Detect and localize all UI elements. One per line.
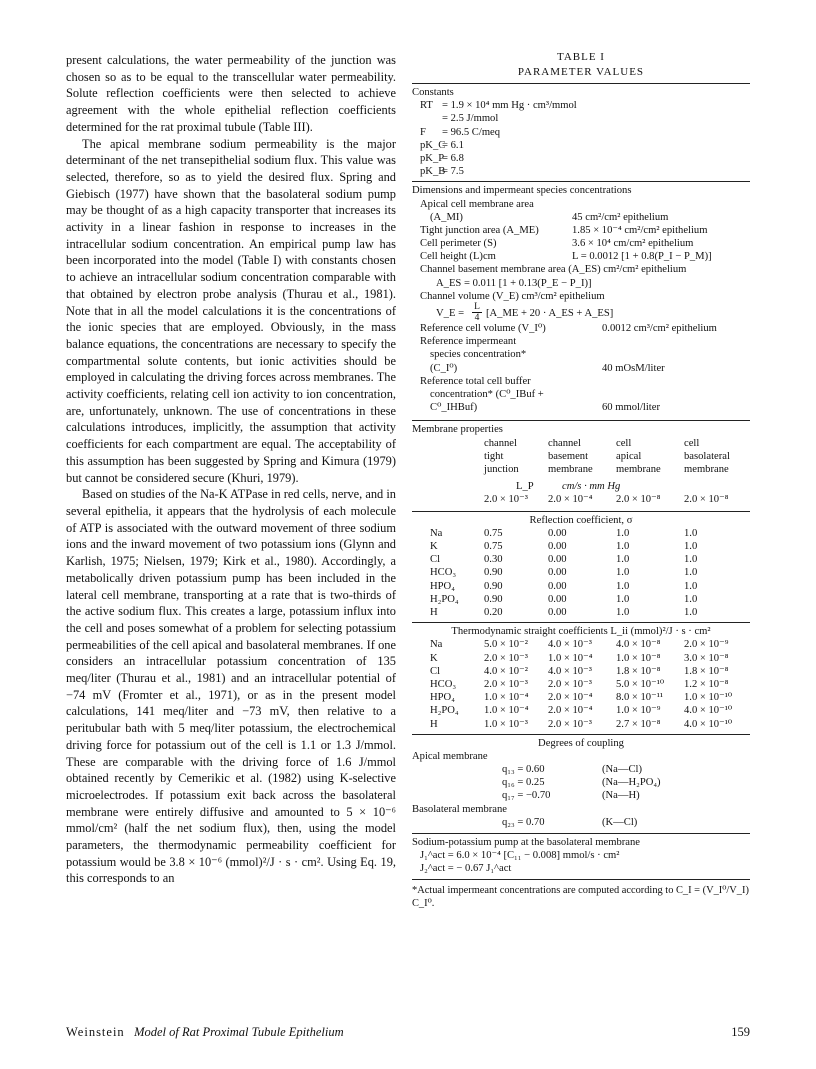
apical-heading: Apical membrane: [412, 750, 488, 762]
table-cell: 1.0: [616, 540, 630, 552]
basement-label: Channel basement membrane area (A_ES) cm²/cm² epithelium: [420, 264, 687, 276]
table-cell: 1.0: [616, 580, 630, 592]
table-cell: 1.0 × 10⁻³: [484, 718, 528, 730]
section-rule: [412, 622, 750, 623]
thermodynamic-row: [412, 678, 750, 691]
table-cell: 4.0 × 10⁻²: [484, 665, 528, 677]
reflection-row: [412, 606, 750, 619]
table-cell: 4.0 × 10⁻³: [548, 665, 592, 677]
table-cell: 1.0: [684, 580, 698, 592]
table-cell: 2.7 × 10⁻⁸: [616, 718, 661, 730]
table-cell: 0.00: [548, 567, 567, 579]
table-1: [412, 50, 750, 910]
col-header: channel tight junction: [484, 437, 519, 475]
basolateral-heading: Basolateral membrane: [412, 803, 508, 815]
body-text-column: [66, 52, 396, 887]
ion-label: K: [430, 540, 438, 552]
table-cell: 1.0: [684, 540, 698, 552]
reflection-row: [412, 527, 750, 540]
constant-value: = 2.5 J/mmol: [442, 113, 499, 125]
pump-equation-2: J₂^act = − 0.67 J₁^act: [420, 863, 512, 875]
table-cell: 4.0 × 10⁻³: [548, 639, 592, 651]
lp-row: [412, 493, 750, 506]
table-cell: 5.0 × 10⁻¹⁰: [616, 678, 665, 690]
table-cell: 0.75: [484, 527, 503, 539]
section-rule: [412, 420, 750, 421]
channel-volume-equation: [412, 303, 750, 322]
table-cell: 4.0 × 10⁻¹⁰: [684, 705, 733, 717]
ion-label: H: [430, 718, 438, 730]
ion-label: Na: [430, 527, 443, 539]
section-rule: [412, 511, 750, 512]
ion-label: Na: [430, 639, 443, 651]
apical-area-label: Apical cell membrane area: [420, 198, 534, 210]
dimensions-section: [412, 184, 750, 414]
chanvol-fraction: [472, 302, 482, 323]
table-cell: 1.2 × 10⁻⁸: [684, 678, 729, 690]
pump-equation-1: J₁^act = 6.0 × 10⁻⁴ [C₁₁ − 0.008] mmol/s · cm²: [420, 850, 620, 862]
ion-label: HCO₃: [430, 678, 457, 690]
ref-impermeant-value: 40 mOsM/liter: [602, 362, 665, 374]
table-cell: 1.0 × 10⁻⁴: [548, 652, 593, 664]
fraction-denominator: 4: [474, 313, 480, 323]
pump-heading: Sodium-potassium pump at the basolateral membrane: [412, 837, 641, 849]
table-cell: 1.8 × 10⁻⁸: [616, 665, 661, 677]
membrane-heading: Membrane properties: [412, 424, 503, 436]
table-cell: 4.0 × 10⁻¹⁰: [684, 718, 733, 730]
lp-label: L_P: [516, 481, 534, 493]
constants-section: [412, 86, 750, 178]
constant-symbol: RT: [420, 100, 433, 112]
lp-value: 2.0 × 10⁻⁸: [616, 494, 661, 506]
thermodynamic-row: [412, 665, 750, 678]
coupling-heading: Degrees of coupling: [538, 737, 624, 749]
table-cell: 1.0: [684, 527, 698, 539]
table-cell: 0.30: [484, 554, 503, 566]
ref-buffer-label-2: concentration* (C⁰_IBuf +: [430, 388, 544, 400]
table-cell: 2.0 × 10⁻³: [548, 678, 592, 690]
table-cell: 2.0 × 10⁻⁴: [548, 692, 593, 704]
paragraph-2: The apical membrane sodium permeability is the major determinant of the net transepithelial sodium flux. This value was selected, therefore, so as to yield the desired flux. Spring and Giebisch (1977) have shown that the basolateral sodium pump may be thought of as a high capacity transporter that increases its activity in a linear fashion in response to increases in the intracellular sodium concentration. An empirical pump law has been incorporated into the model (Table I) with constants chosen to achieve an intracellular sodium concentration comparable with that obtained by electron probe analysis (Thurau et al., 1981). Note that in all the model calculations it is the concentrations of the ionic species that are employed. Obviously, in the mass balance equations, the concentrations are necessary to specify the compartmental solute contents, but ionic activities should be employed in calculating the driving forces across membranes. The activity coefficients, relating cell ion activity to ion concentration, are, unfortunately, unknown. The use of concentrations in these calculations introduces, implicitly, the assumption that activity coefficients for each compartment are equal. The acceptability of this assumption has been suggested by Spring and Kimura (1979) but cannot be considered secure (Khuri, 1979).: [66, 136, 396, 485]
table-cell: 1.0: [616, 593, 630, 605]
apical-area-symbol: (A_MI): [430, 211, 463, 223]
fraction-numerator: L: [472, 302, 482, 313]
lp-value: 2.0 × 10⁻³: [484, 494, 528, 506]
ion-label: HPO₄: [430, 580, 455, 592]
reflection-heading: Reflection coefficient, σ: [529, 514, 633, 526]
tight-junction-label: Tight junction area (A_ME): [420, 224, 539, 236]
ref-impermeant-label-3: (C_I⁰): [430, 362, 458, 374]
constant-row: [412, 126, 750, 139]
lp-value: 2.0 × 10⁻⁸: [684, 494, 729, 506]
constant-row: [412, 99, 750, 112]
coupling-section: [412, 737, 750, 829]
membrane-column-headers: [412, 437, 750, 477]
thermodynamic-row: [412, 718, 750, 731]
membrane-properties-section: [412, 423, 750, 506]
section-rule: [412, 734, 750, 735]
table-cell: 0.90: [484, 593, 503, 605]
ref-volume-value: 0.0012 cm³/cm² epithelium: [602, 323, 717, 334]
reflection-row: [412, 593, 750, 606]
table-cell: 0.75: [484, 540, 503, 552]
thermodynamic-row: [412, 652, 750, 665]
table-cell: 1.0 × 10⁻⁹: [616, 705, 661, 717]
thermodynamic-section: [412, 625, 750, 731]
lp-unit: cm/s · mm Hg: [562, 481, 621, 493]
constant-symbol: pK_P: [420, 152, 445, 164]
table-cell: 8.0 × 10⁻¹¹: [616, 692, 664, 704]
constant-value: = 6.1: [442, 139, 464, 151]
lp-value: 2.0 × 10⁻⁴: [548, 494, 593, 506]
table-bottom-rule: [412, 879, 750, 880]
table-cell: 0.00: [548, 554, 567, 566]
constant-row: [412, 152, 750, 165]
ref-volume-label: Reference cell volume (V_I⁰): [420, 323, 546, 334]
constant-value: = 96.5 C/meq: [442, 126, 501, 138]
col-header: channel basement membrane: [548, 437, 593, 475]
constant-row: [412, 165, 750, 178]
reflection-section: [412, 514, 750, 620]
ion-label: Cl: [430, 554, 441, 566]
table-cell: 2.0 × 10⁻⁹: [684, 639, 729, 651]
ion-label: K: [430, 652, 438, 664]
apical-area-value: 45 cm²/cm² epithelium: [572, 211, 669, 223]
reflection-row: [412, 540, 750, 553]
tight-junction-value: 1.85 × 10⁻⁴ cm²/cm² epithelium: [572, 224, 708, 236]
table-cell: 1.0: [616, 554, 630, 566]
ion-label: Cl: [430, 665, 441, 677]
table-cell: 0.00: [548, 527, 567, 539]
running-author: Weinstein: [66, 1025, 125, 1039]
dimensions-heading: Dimensions and impermeant species concentrations: [412, 185, 632, 197]
table-cell: 1.0: [616, 527, 630, 539]
thermodynamic-row: [412, 691, 750, 704]
constant-value: = 6.8: [442, 152, 464, 164]
reflection-row: [412, 553, 750, 566]
table-cell: 1.0: [684, 606, 698, 618]
table-cell: 4.0 × 10⁻⁸: [616, 639, 661, 651]
table-cell: 0.00: [548, 606, 567, 618]
perimeter-value: 3.6 × 10⁴ cm/cm² epithelium: [572, 238, 694, 250]
col-header: cell apical membrane: [616, 437, 661, 475]
coupling-pair: (K—Cl): [602, 816, 638, 828]
ref-buffer-value: 60 mmol/liter: [602, 402, 660, 414]
reflection-rows: [412, 527, 750, 619]
table-cell: 0.00: [548, 580, 567, 592]
table-top-rule: [412, 83, 750, 84]
constant-value: = 1.9 × 10⁴ mm Hg · cm³/mmol: [442, 100, 577, 112]
pump-section: [412, 836, 750, 876]
coupling-value: q₁₇ = −0.70: [502, 790, 551, 802]
coupling-pair: (Na—H): [602, 790, 640, 802]
constant-symbol: F: [420, 126, 426, 138]
table-cell: 2.0 × 10⁻⁴: [548, 705, 593, 717]
table-cell: 1.0: [616, 606, 630, 618]
constant-row: [412, 112, 750, 125]
running-title: Model of Rat Proximal Tubule Epithelium: [134, 1025, 344, 1039]
ion-label: H₂PO₄: [430, 593, 459, 605]
chanvol-eq-left: V_E =: [436, 308, 465, 319]
ion-label: H: [430, 606, 438, 618]
coupling-pair: (Na—Cl): [602, 764, 643, 776]
ref-buffer-label-1: Reference total cell buffer: [420, 375, 531, 387]
reflection-row: [412, 580, 750, 593]
ion-label: HPO₄: [430, 692, 455, 704]
reflection-row: [412, 566, 750, 579]
height-label: Cell height (L)cm: [420, 251, 496, 263]
table-cell: 0.20: [484, 606, 503, 618]
table-cell: 3.0 × 10⁻⁸: [684, 652, 729, 664]
table-title: PARAMETER VALUES: [517, 66, 645, 78]
page-footer: [66, 1025, 750, 1040]
paragraph-3: Based on studies of the Na-K ATPase in red cells, nerve, and in several epithelia, it appears that the hydrolysis of each molecule of ATP is associated with the outward movement of three sodium ions and the inward movement of two potassium ions (Glynn and Karlish, 1975; Nielsen, 1979; Kirk et al., 1980). Accordingly, a metabolically driven potassium pump has been included in the lateral cell membrane, transporting at a rate that is two-thirds of the active sodium flux. This creates a large, potassium influx into the cell and poses somewhat of a problem for selecting potassium permeabilities of the cell apical and basolateral membranes. If one considers an intracellular potassium concentration of 135 meq/liter (Thurau et al., 1981) and an intracellular potential of −74 mV (Fromter et al., 1971), or as in the present model calculations, 141 meq/liter and −73 mV, then relative to a peritubular bath with 5 meq/liter potassium, the electrochemical driving force for potassium out of the cell is 1.1 or 1.3 J/mmol. These are comparable with the driving force of 1.6 J/mmol obtained recently by Cemerikic et al. (1982) using K-selective microelectrodes. If potassium exit back across the basolateral membrane were entirely diffusive and amounted to 5 × 10⁻⁶ mmol/cm² (half the net sodium flux), then, using the model parameters, the thermodynamic permeability coefficient for potassium would be 3.8 × 10⁻⁶ (mmol)²/J · s · cm². Using Eq. 19, this corresponds to an: [66, 487, 396, 886]
thermodynamic-rows: [412, 638, 750, 730]
ion-label: H₂PO₄: [430, 705, 459, 717]
constants-heading: Constants: [412, 87, 454, 98]
col-header: cell basolateral membrane: [684, 437, 730, 475]
table-cell: 0.90: [484, 567, 503, 579]
table-cell: 1.0 × 10⁻¹⁰: [684, 692, 733, 704]
ref-buffer-label-3: C⁰_IHBuf): [430, 402, 478, 414]
chanvol-eq-right: [A_ME + 20 · A_ES + A_ES]: [486, 308, 614, 319]
table-cell: 0.00: [548, 540, 567, 552]
table-cell: 1.0: [684, 593, 698, 605]
thermodynamic-row: [412, 638, 750, 651]
constant-symbol: pK_C: [420, 139, 446, 151]
channel-volume-label: Channel volume (V_E) cm³/cm² epithelium: [420, 290, 605, 302]
section-rule: [412, 833, 750, 834]
page-number: 159: [731, 1025, 750, 1039]
table-cell: 5.0 × 10⁻²: [484, 639, 528, 651]
table-cell: 1.8 × 10⁻⁸: [684, 665, 729, 677]
coupling-value: q₁₃ = 0.60: [502, 764, 545, 776]
ion-label: HCO₃: [430, 567, 457, 579]
perimeter-label: Cell perimeter (S): [420, 238, 497, 250]
table-cell: 1.0: [616, 567, 630, 579]
height-value: L = 0.0012 [1 + 0.8(P_I − P_M)]: [572, 251, 712, 263]
thermodynamic-row: [412, 704, 750, 717]
table-cell: 1.0: [684, 567, 698, 579]
paragraph-1: present calculations, the water permeability of the junction was chosen so as to be equal to the transcellular water permeability. Solute reflection coefficients were then selected to achieve agreement with the whole epithelial reflection coefficients determined for the rat proximal tubule (Table III).: [66, 53, 396, 134]
constant-value: = 7.5: [442, 166, 464, 178]
table-number: TABLE I: [557, 51, 605, 63]
table-cell: 1.0: [684, 554, 698, 566]
ref-impermeant-label-2: species concentration*: [430, 349, 527, 361]
ref-impermeant-label-1: Reference impermeant: [420, 336, 517, 348]
thermodynamic-heading: Thermodynamic straight coefficients L_ii (mmol)²/J · s · cm²: [451, 626, 711, 638]
section-rule: [412, 181, 750, 182]
table-cell: 2.0 × 10⁻³: [484, 678, 528, 690]
table-cell: 1.0 × 10⁻⁸: [616, 652, 661, 664]
table-cell: 2.0 × 10⁻³: [484, 652, 528, 664]
table-footnote: *Actual impermeant concentrations are computed according to C_I = (V_I⁰/V_I) C_I⁰.: [412, 884, 749, 909]
constant-row: [412, 139, 750, 152]
table-cell: 0.00: [548, 593, 567, 605]
coupling-value: q₂₃ = 0.70: [502, 816, 545, 828]
basement-equation: A_ES = 0.011 [1 + 0.13(P_E − P_I)]: [436, 277, 592, 289]
table-cell: 2.0 × 10⁻³: [548, 718, 592, 730]
table-cell: 1.0 × 10⁻⁴: [484, 692, 529, 704]
coupling-value: q₁₆ = 0.25: [502, 777, 545, 789]
table-cell: 0.90: [484, 580, 503, 592]
constant-symbol: pK_B: [420, 166, 446, 178]
coupling-pair: (Na—H₂PO₄): [602, 777, 661, 789]
table-cell: 1.0 × 10⁻⁴: [484, 705, 529, 717]
